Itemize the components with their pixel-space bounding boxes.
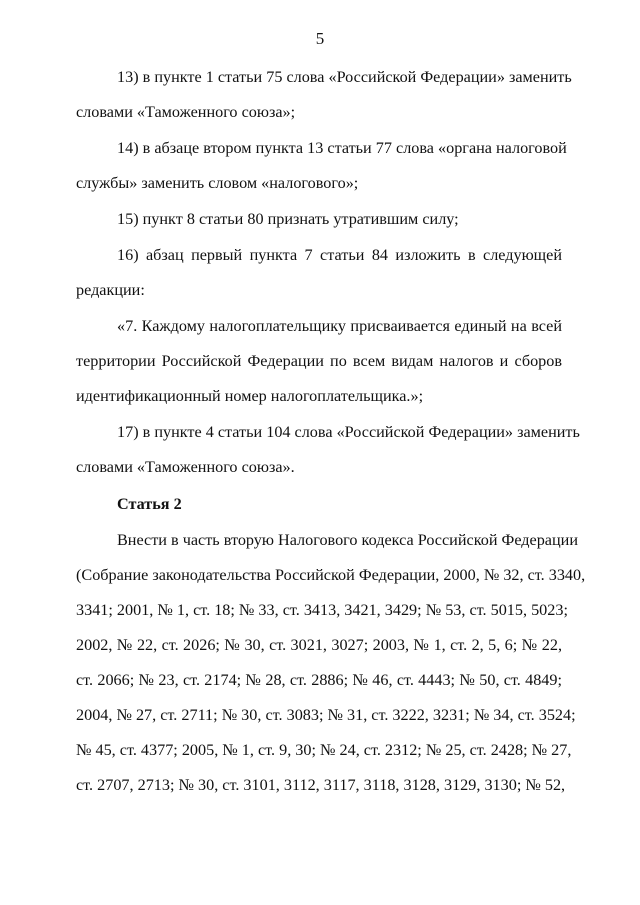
page-number: 5 xyxy=(315,29,325,48)
text-line: 17) в пункте 4 статьи 104 слова «Российской Федерации» заменить xyxy=(117,423,580,441)
list-item-14 xyxy=(76,131,567,201)
text-line: № 45, ст. 4377; 2005, № 1, ст. 9, 30; № 24, ст. 2312; № 25, ст. 2428; № 27, xyxy=(76,741,572,759)
text-line: 14) в абзаце втором пункта 13 статьи 77 слова «органа налоговой xyxy=(117,139,567,157)
text-line: ст. 2066; № 23, ст. 2174; № 28, ст. 2886; № 46, ст. 4443; № 50, ст. 4849; xyxy=(76,671,562,689)
text-line: ст. 2707, 2713; № 30, ст. 3101, 3112, 3117, 3118, 3128, 3129, 3130; № 52, xyxy=(76,776,566,794)
text-line: территории Российской Федерации по всем видам налогов и сборов xyxy=(76,352,562,370)
text-line: идентификационный номер налогоплательщика.»; xyxy=(76,387,424,405)
text-line: «7. Каждому налогоплательщику присваивается единый на всей xyxy=(117,317,562,335)
document-body xyxy=(76,60,586,803)
list-item-17 xyxy=(76,415,580,485)
text-line: службы» заменить словом «налогового»; xyxy=(76,174,359,192)
text-line: 2002, № 22, ст. 2026; № 30, ст. 3021, 3027; 2003, № 1, ст. 2, 5, 6; № 22, xyxy=(76,636,562,654)
text-line: (Собрание законодательства Российской Федерации, 2000, № 32, ст. 3340, xyxy=(76,566,586,584)
quoted-paragraph xyxy=(76,309,562,414)
text-line: редакции: xyxy=(76,281,145,299)
text-line: 2004, № 27, ст. 2711; № 30, ст. 3083; № 31, ст. 3222, 3231; № 34, ст. 3524; xyxy=(76,706,576,724)
list-item-13 xyxy=(76,60,572,130)
text-line: Внести в часть вторую Налогового кодекса Российской Федерации xyxy=(117,531,578,549)
text-line: 15) пункт 8 статьи 80 признать утратившим силу; xyxy=(117,210,459,228)
text-line: 16) абзац первый пункта 7 статьи 84 изложить в следующей xyxy=(117,246,562,264)
text-line: словами «Таможенного союза». xyxy=(76,458,295,476)
text-line: 13) в пункте 1 статьи 75 слова «Российской Федерации» заменить xyxy=(117,68,572,86)
text-line: словами «Таможенного союза»; xyxy=(76,103,296,121)
text-line: 3341; 2001, № 1, ст. 18; № 33, ст. 3413, 3421, 3429; № 53, ст. 5015, 5023; xyxy=(76,601,568,619)
article-paragraph xyxy=(76,523,586,803)
article-heading: Статья 2 xyxy=(117,495,182,513)
list-item-16 xyxy=(76,238,562,308)
list-item-15 xyxy=(76,202,562,237)
